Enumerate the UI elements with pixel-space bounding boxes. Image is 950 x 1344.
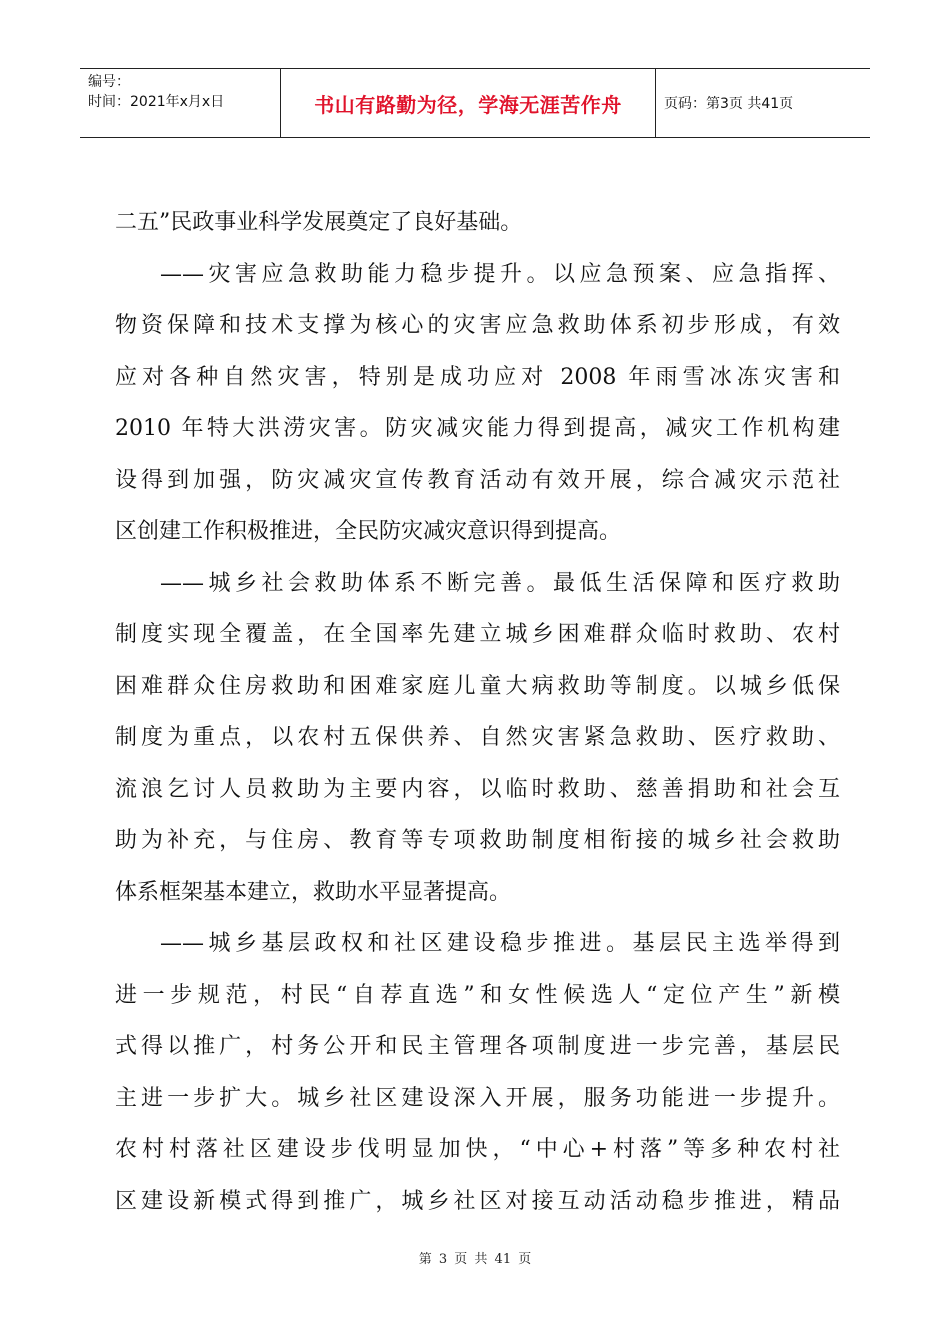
body-text-line: 进一步规范，村民“自荐直选”和女性候选人“定位产生”新模 <box>115 982 840 1008</box>
body-text-line: 流浪乞讨人员救助为主要内容，以临时救助、慈善捐助和社会互 <box>115 776 840 802</box>
header-meta-cell <box>80 69 281 137</box>
body-text-line: ——城乡基层政权和社区建设稳步推进。基层民主选举得到 <box>160 931 840 956</box>
body-text-line: 制度实现全覆盖，在全国率先建立城乡困难群众临时救助、农村 <box>115 622 840 647</box>
body-text-line: 农村村落社区建设步伐明显加快，“中心+村落”等多种农村社 <box>115 1137 840 1162</box>
document-number-label: 编号： <box>88 74 130 90</box>
header-motto-cell <box>281 69 656 137</box>
body-text-line: 体系框架基本建立，救助水平显著提高。 <box>115 879 512 905</box>
document-time-label: 时间：2021年x月x日 <box>88 94 225 110</box>
body-text-line: 二五”民政事业科学发展奠定了良好基础。 <box>115 210 523 235</box>
body-text-line: 制度为重点，以农村五保供养、自然灾害紧急救助、医疗救助、 <box>115 725 840 750</box>
body-text-line: 区创建工作积极推进，全民防灾减灾意识得到提高。 <box>115 519 622 544</box>
body-text-line: 应对各种自然灾害，特别是成功应对 2008 年雨雪冰冻灾害和 <box>115 364 840 390</box>
header-page-cell <box>656 69 870 137</box>
body-text-line: 区建设新模式得到推广，城乡社区对接互动活动稳步推进，精品 <box>115 1188 840 1214</box>
body-text-line: 设得到加强，防灾减灾宣传教育活动有效开展，综合减灾示范社 <box>115 467 840 493</box>
page-header <box>80 68 870 138</box>
body-text-line: 物资保障和技术支撑为核心的灾害应急救助体系初步形成，有效 <box>115 313 840 338</box>
body-text-line: 主进一步扩大。城乡社区建设深入开展，服务功能进一步提升。 <box>115 1085 840 1111</box>
body-text-line: 困难群众住房救助和困难家庭儿童大病救助等制度。以城乡低保 <box>115 673 840 699</box>
body-text-line: 2010 年特大洪涝灾害。防灾减灾能力得到提高，减灾工作机构建 <box>115 416 840 441</box>
body-text-line: 助为补充，与住房、教育等专项救助制度相衔接的城乡社会救助 <box>115 828 840 853</box>
body-text-line: 式得以推广，村务公开和民主管理各项制度进一步完善，基层民 <box>115 1034 840 1059</box>
body-text-line: ——灾害应急救助能力稳步提升。以应急预案、应急指挥、 <box>160 261 840 287</box>
page-footer: 第 3 页 共 41 页 <box>418 1252 532 1267</box>
document-body <box>115 212 840 1242</box>
header-motto: 书山有路勤为径，学海无涯苦作舟 <box>314 92 622 117</box>
body-text-line: ——城乡社会救助体系不断完善。最低生活保障和医疗救助 <box>160 570 840 596</box>
header-page-info: 页码：第3页 共41页 <box>664 96 794 112</box>
